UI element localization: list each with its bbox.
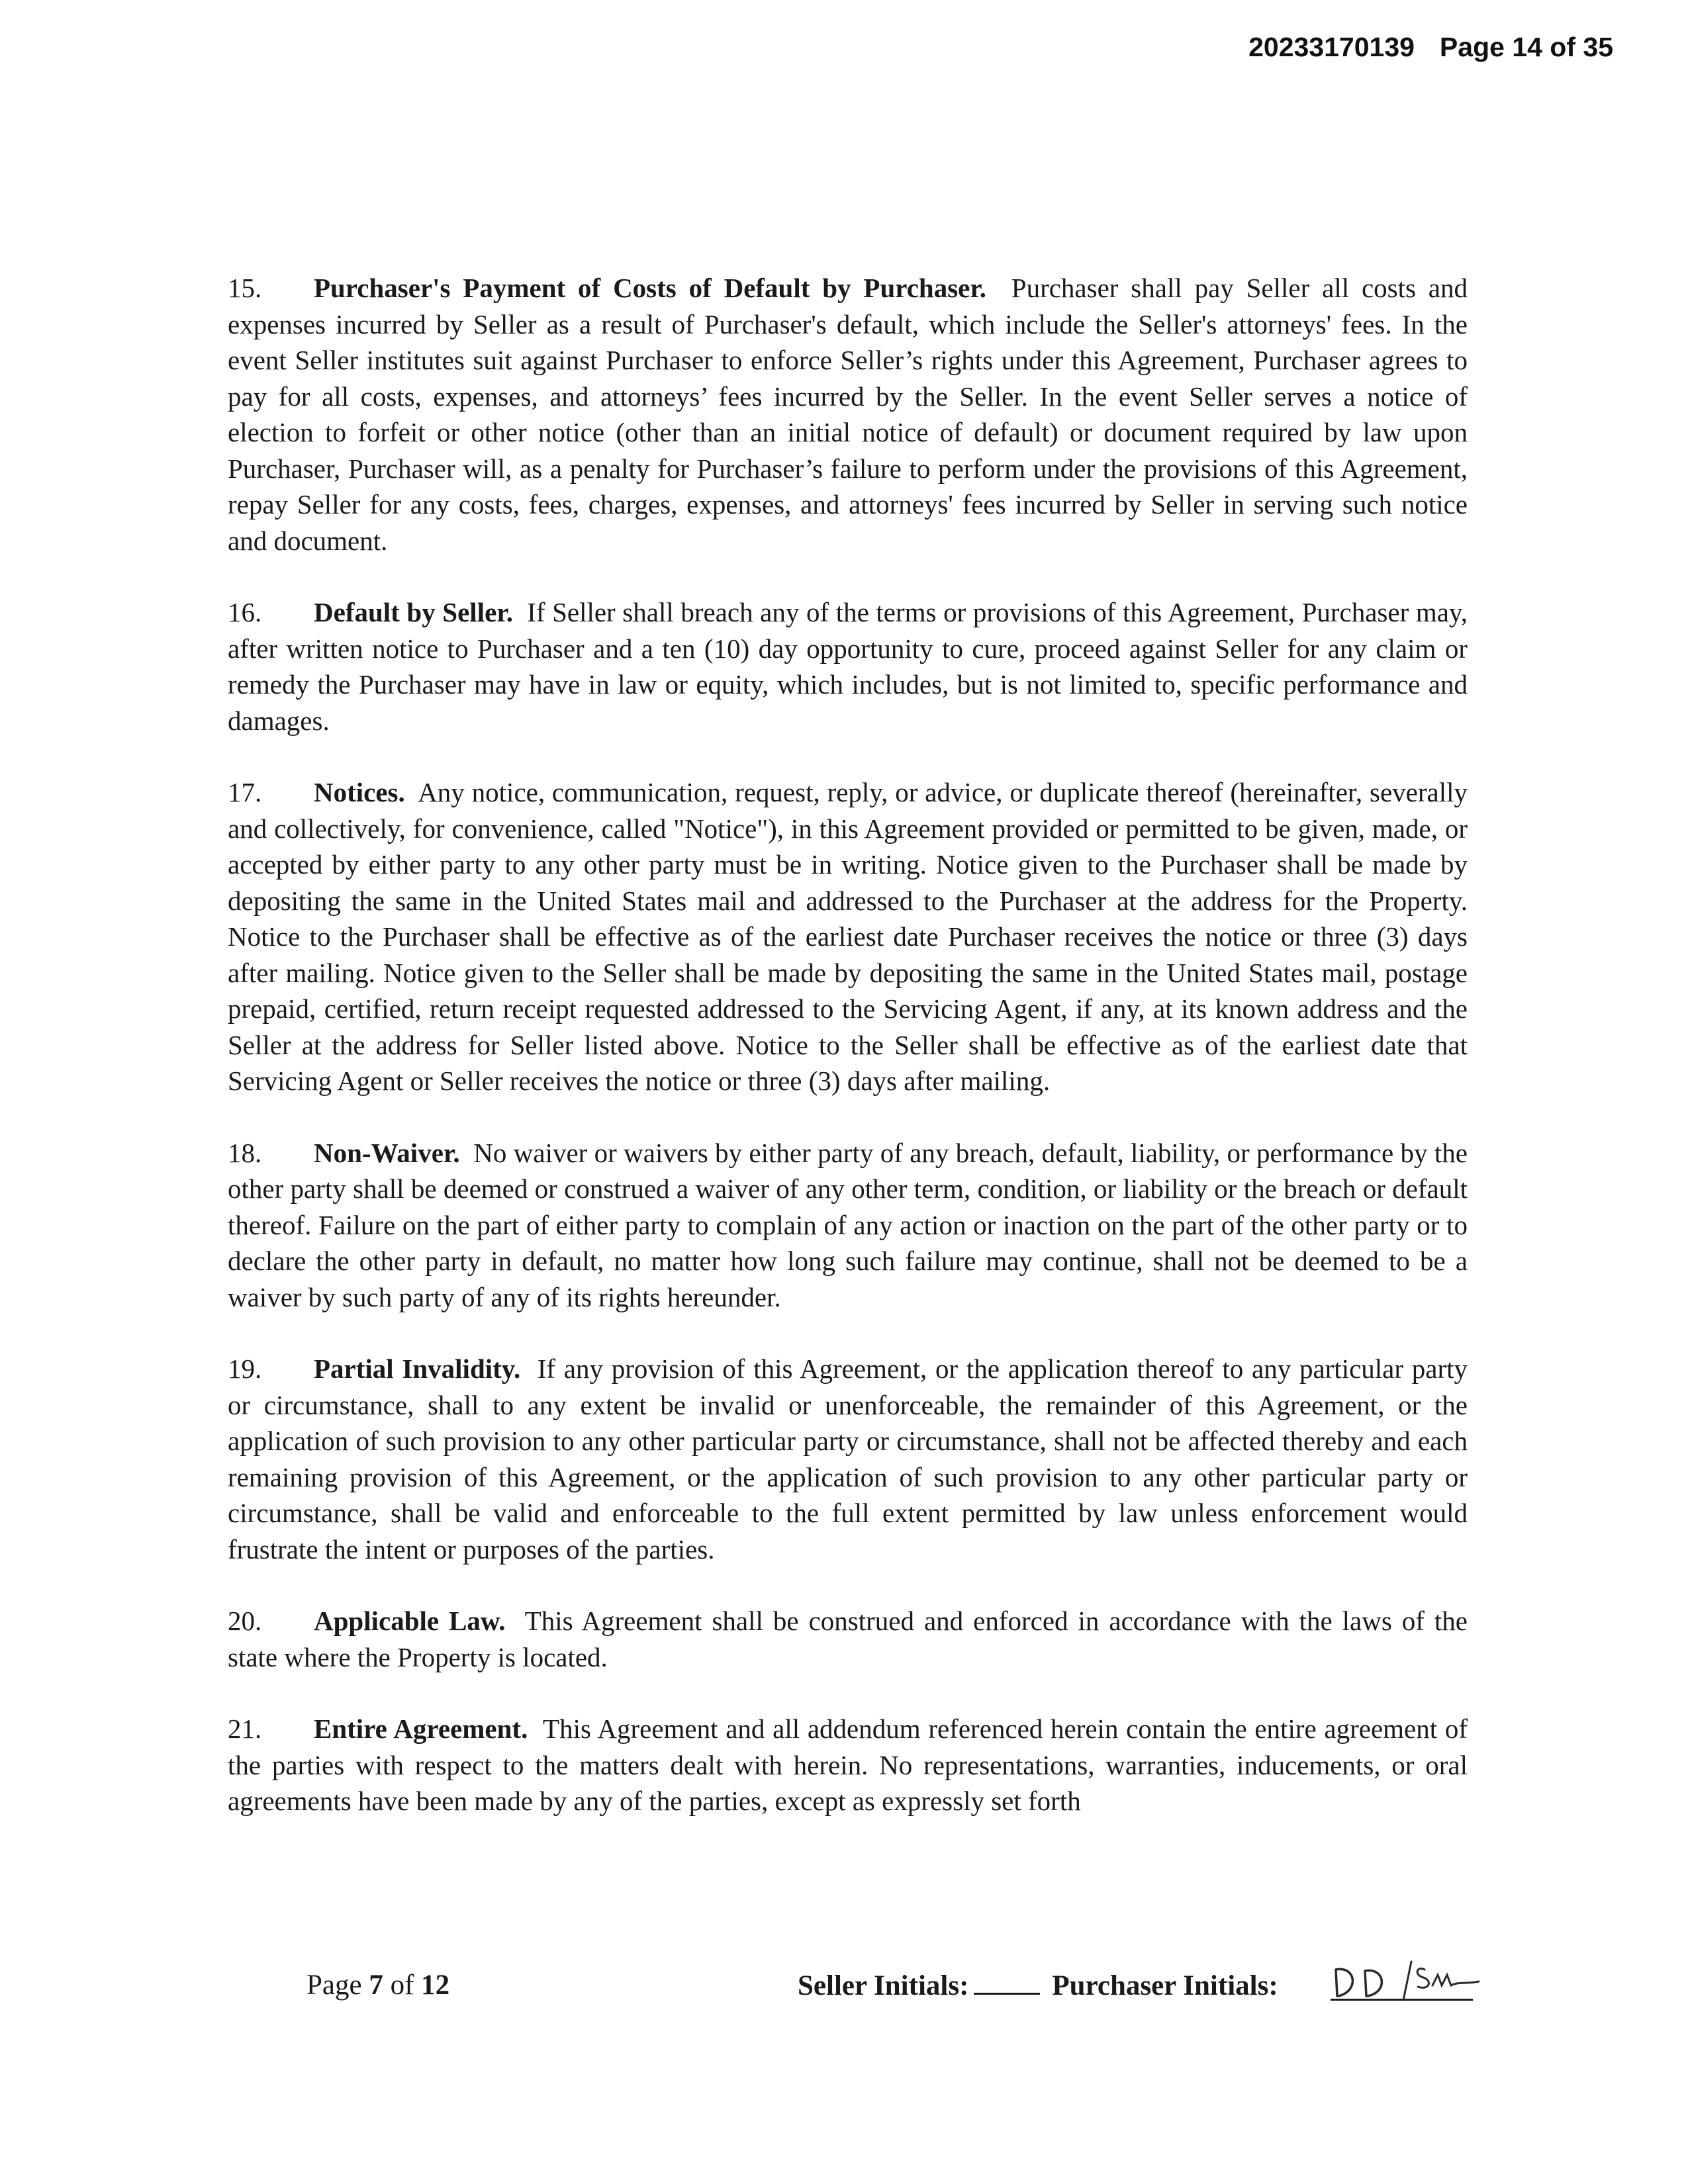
section-number: 17.	[228, 777, 262, 807]
section-number: 18.	[228, 1137, 262, 1168]
section-text: If any provision of this Agreement, or the application thereof to any particular party or circumstance, shall to any extent be invalid or unenforceable, the remainder of this Agreement, or the application of such provision to any other particular party or circumstance, shall not be affected thereby and each remaining provision of this Agreement, or the application of such provision to any other particular party or circumstance, shall be valid and enforceable to the full extent permitted by law unless enforcement would frustrate the intent or purposes of the parties.	[228, 1353, 1468, 1565]
section-18	[228, 1135, 1468, 1316]
page-word: Page	[306, 1970, 362, 2001]
document-header	[1248, 32, 1613, 63]
recording-page-label: Page 14 of 35	[1439, 32, 1613, 62]
section-heading: Entire Agreement.	[314, 1713, 528, 1744]
seller-initials-label: Seller Initials:	[798, 1970, 969, 2001]
section-text: This Agreement and all addendum referenced herein contain the entire agreement of the parties with respect to the matters dealt with herein. No representations, warranties, inducements, or oral agreements have been made by any of the parties, except as expressly set forth	[228, 1713, 1468, 1816]
initials-block	[798, 1969, 1278, 2002]
document-number: 20233170139	[1248, 32, 1415, 62]
section-number: 16.	[228, 597, 262, 627]
purchaser-initials-line	[1331, 1999, 1473, 2001]
section-heading: Purchaser's Payment of Costs of Default by Purchaser.	[314, 273, 987, 303]
section-number: 15.	[228, 273, 262, 303]
section-text: If Seller shall breach any of the terms or provisions of this Agreement, Purchaser may, after written notice to Purchaser and a ten (10) day opportunity to cure, proceed against Seller for any claim or remedy the Purchaser may have in law or equity, which includes, but is not limited to, specific performance and damages.	[228, 597, 1468, 736]
agreement-body	[228, 270, 1468, 1855]
section-heading: Partial Invalidity.	[314, 1353, 521, 1384]
section-15	[228, 270, 1468, 559]
section-16	[228, 594, 1468, 739]
section-heading: Applicable Law.	[314, 1606, 506, 1636]
section-19	[228, 1351, 1468, 1567]
section-number: 20.	[228, 1606, 262, 1636]
seller-initials-blank	[974, 1969, 1040, 1995]
section-text: Any notice, communication, request, reply, or advice, or duplicate thereof (hereinafter, severally and collectively, for convenience, called "Notice"), in this Agreement provided or permitted to be given, made, or accepted by either party to any other party must be in writing. Notice given to the Purchaser shall be made by depositing the same in the United States mail and addressed to the Purchaser at the address for the Property. Notice to the Purchaser shall be effective as of the earliest date Purchaser receives the notice or three (3) days after mailing. Notice given to the Seller shall be made by depositing the same in the United States mail, postage prepaid, certified, return receipt requested addressed to the Servicing Agent, if any, at its known address and the Seller at the address for Seller listed above. Notice to the Seller shall be effective as of the earliest date that Servicing Agent or Seller receives the notice or three (3) days after mailing.	[228, 777, 1468, 1096]
section-text: This Agreement shall be construed and enforced in accordance with the laws of the state where the Property is located.	[228, 1606, 1468, 1672]
page-current: 7	[369, 1970, 383, 2001]
section-heading: Default by Seller.	[314, 597, 513, 627]
section-17	[228, 774, 1468, 1099]
page-footer-number	[306, 1969, 449, 2001]
purchaser-initials-label: Purchaser Initials:	[1052, 1970, 1278, 2001]
section-text: Purchaser shall pay Seller all costs and expenses incurred by Seller as a result of Purchaser's default, which include the Seller's attorneys' fees. In the event Seller institutes suit against Purchaser to enforce Seller’s rights under this Agreement, Purchaser agrees to pay for all costs, expenses, and attorneys’ fees incurred by the Seller. In the event Seller serves a notice of election to forfeit or other notice (other than an initial notice of default) or document required by law upon Purchaser, Purchaser will, as a penalty for Purchaser’s failure to perform under the provisions of this Agreement, repay Seller for any costs, fees, charges, expenses, and attorneys' fees incurred by Seller in serving such notice and document.	[228, 273, 1468, 556]
section-20	[228, 1603, 1468, 1675]
page-total: 12	[421, 1970, 450, 2001]
section-heading: Notices.	[314, 777, 405, 807]
section-number: 19.	[228, 1353, 262, 1384]
of-word: of	[390, 1970, 414, 2001]
section-text: No waiver or waivers by either party of any breach, default, liability, or performance by the other party shall be deemed or construed a waiver of any other term, condition, or liability or the breach or default thereof. Failure on the part of either party to complain of any action or inaction on the part of the other party or to declare the other party in default, no matter how long such failure may continue, shall not be deemed to be a waiver by such party of any of its rights hereunder.	[228, 1137, 1468, 1312]
section-21	[228, 1711, 1468, 1819]
section-number: 21.	[228, 1713, 262, 1744]
section-heading: Non-Waiver.	[314, 1137, 460, 1168]
